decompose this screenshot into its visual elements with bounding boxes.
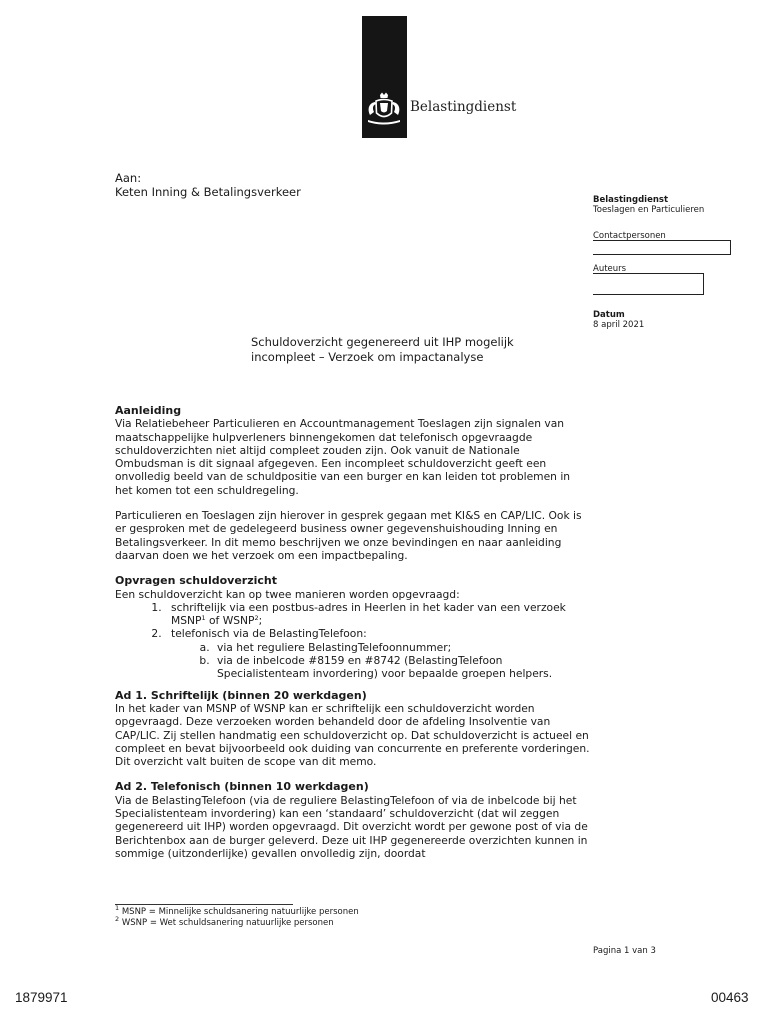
date-block — [593, 310, 644, 330]
list-item: 1. schriftelijk via een postbus-adres in Heerlen in het kader van een verzoek MSNP$^1$ of WSNP$^2$; — [165, 601, 590, 628]
list-item: a. via het reguliere BelastingTelefoonnummer; — [213, 641, 590, 654]
aanleiding-paragraph-2: Particulieren en Toeslagen zijn hierover in gesprek gegaan met KI&S en CAP/LIC. Ook is er gesproken met de gedelegeerd business owner gegevenshuishouding Inning en Betalingsverkeer. In dit memo beschrijven we onze bevindingen en naar aanleiding daarvan doen we het verzoek om een impactbepaling. — [115, 509, 582, 562]
list-item: b. via de inbelcode #8159 en #8742 (BelastingTelefoon Specialistenteam invordering) voor bepaalde groepen helpers. — [213, 654, 590, 681]
addressee-name: Keten Inning & Betalingsverkeer — [115, 185, 301, 199]
ad1-paragraph: In het kader van MSNP of WSNP kan er schriftelijk een schuldoverzicht worden opgevraagd. Deze verzoeken worden behandeld door de afdeling Insolventie van CAP/LIC. Zij stellen handmatig een schuldoverzicht op. Dat schuldoverzicht is actueel en compleet en bevat bijvoorbeeld ook duiding van concurrente en preferente vorderingen. Dit overzicht valt buiten de scope van dit memo. — [115, 701, 590, 769]
crest-icon — [366, 92, 402, 126]
addressee-label: Aan: — [115, 171, 142, 185]
list-item: 2. telefonisch via de BelastingTelefoon: a. via het reguliere BelastingTelefoonnummer; b. via de inbelcode #8159 en #8742 (BelastingTelefoon Specialistenteam invordering) voor bepaalde groepen helpers. — [165, 627, 590, 680]
page-id-stamp: 00463 — [711, 990, 749, 1005]
opvragen-intro: Een schuldoverzicht kan op twee manieren worden opgevraagd: — [115, 587, 460, 601]
memo-subject — [251, 335, 581, 365]
logo-wordmark: Belastingdienst — [410, 99, 517, 115]
section-heading-opvragen: Opvragen schuldoverzicht — [115, 574, 278, 588]
date-label: Datum — [593, 310, 625, 320]
authors-field-box — [593, 273, 704, 295]
section-heading-ad1: Ad 1. Schriftelijk (binnen 20 werkdagen) — [115, 688, 367, 702]
page-number: Pagina 1 van 3 — [593, 946, 656, 956]
phone-options-list — [171, 641, 590, 681]
aanleiding-paragraph-1: Via Relatiebeheer Particulieren en Accountmanagement Toeslagen zijn signalen van maatschappelijke hulpverleners binnengekomen dat telefonisch opgevraagde schuldoverzichten niet altijd compleet zouden zijn. Ook vanuit de Nationale Ombudsman is dit signaal afgegeven. Een incompleet schuldoverzicht geeft een onvolledig beeld van de schuldpositie van een burger en kan leiden tot problemen in het komen tot een schuldregeling. — [115, 417, 571, 497]
authors-label: Auteurs — [593, 264, 627, 274]
footnotes — [115, 904, 359, 929]
sender-division: Toeslagen en Particulieren — [593, 205, 705, 215]
memo-body — [115, 404, 590, 860]
section-heading-aanleiding: Aanleiding — [115, 404, 182, 417]
document-id-stamp: 1879971 — [15, 990, 68, 1005]
footnote-ref-2: 2 — [254, 614, 259, 623]
footnote-2: $^2$ WSNP = Wet schuldsanering natuurlijke personen — [115, 915, 334, 928]
footnote-ref-1: 1 — [201, 614, 206, 623]
sender-org: Belastingdienst — [593, 195, 669, 205]
footnote-1: $^1$ MSNP = Minnelijke schuldsanering natuurlijke personen — [115, 904, 359, 917]
subject-line-1: Schuldoverzicht gegenereerd uit IHP mogelijk — [251, 335, 514, 349]
contact-label: Contactpersonen — [593, 231, 666, 241]
sender-block — [593, 195, 704, 215]
addressee-block — [115, 171, 301, 199]
contact-field-box — [593, 240, 731, 255]
date-value: 8 april 2021 — [593, 320, 645, 330]
footnote-divider — [115, 904, 293, 905]
ad2-paragraph: Via de BelastingTelefoon (via de reguliere BelastingTelefoon of via de inbelcode bij het Specialistenteam invordering) kan een ‘standaard’ schuldoverzicht (dat wil zeggen gegenereerd uit IHP) worden opgevraagd. Dit overzicht wordt per gewone post of via de Berichtenbox aan de burger geleverd. Deze uit IHP gegenereerde overzichten kunnen in sommige (uitzonderlijke) gevallen onvolledig zijn, doordat — [115, 793, 588, 860]
section-heading-ad2: Ad 2. Telefonisch (binnen 10 werkdagen) — [115, 780, 369, 794]
subject-line-2: incompleet – Verzoek om impactanalyse — [251, 350, 484, 364]
request-methods-list — [115, 601, 590, 681]
